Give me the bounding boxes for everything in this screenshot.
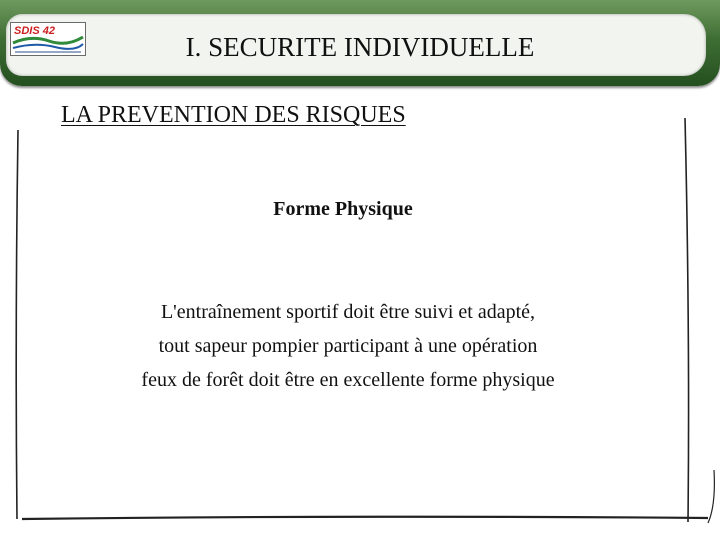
section-subtitle: LA PREVENTION DES RISQUES bbox=[61, 102, 406, 128]
topic-heading: Forme Physique bbox=[273, 198, 413, 220]
frame-corner-line bbox=[708, 470, 714, 523]
header-title: I. SECURITE INDIVIDUELLE bbox=[185, 32, 535, 62]
body-line: feux de forêt doit être en excellente forme physique bbox=[141, 369, 555, 391]
frame-left-line bbox=[16, 130, 18, 519]
body-line: tout sapeur pompier participant à une opération bbox=[158, 335, 538, 357]
frame-bottom-line bbox=[22, 517, 708, 519]
logo-text: SDIS 42 bbox=[14, 25, 55, 37]
frame-right-line bbox=[685, 118, 689, 522]
body-line: L'entraînement sportif doit être suivi et adapté, bbox=[160, 301, 536, 323]
body-paragraph bbox=[90, 295, 606, 397]
